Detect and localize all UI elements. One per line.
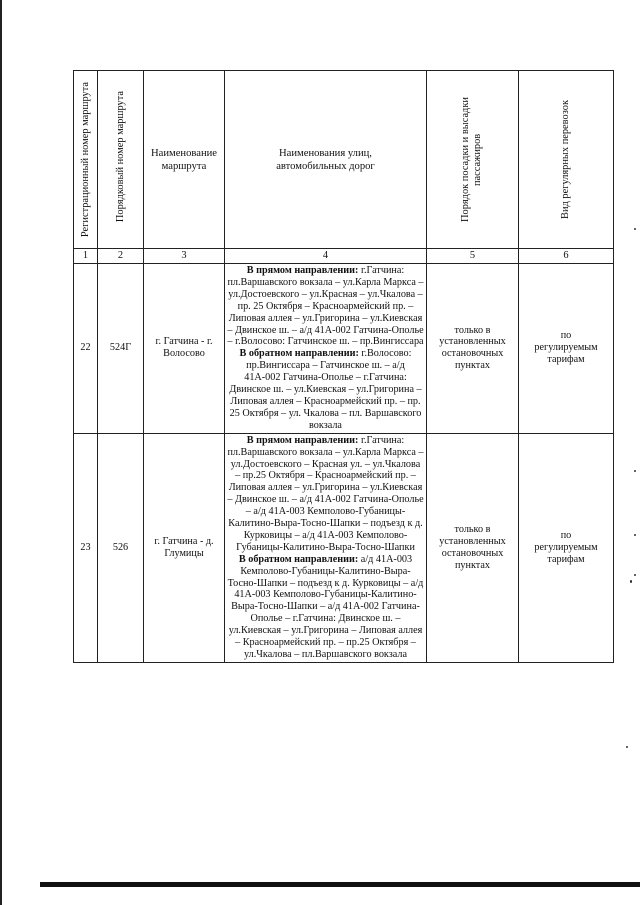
streets-cell (225, 433, 427, 662)
service-type-text: по регулируемым тарифам (534, 330, 598, 366)
header-reg-number (74, 71, 98, 249)
backward-text: г.Волосово: пр.Вингиссара – Гатчинское ш. – а/д 41А-002 Гатчина-Ополье – г.Гатчина: Двинское ш. – ул.Киевская – ул.Григорина – Липовая аллея – Красноармейский пр. – пр. 25 Октября – ул. Чкалова – пл. Варшавского вокзала (229, 348, 422, 431)
column-number: 4 (225, 249, 427, 264)
streets-cell (225, 264, 427, 434)
header-row (74, 71, 614, 249)
service-type-text: по регулируемым тарифам (534, 529, 598, 565)
header-boarding (427, 71, 519, 249)
forward-text: г.Гатчина: пл.Варшавского вокзала – ул.Карла Маркса – ул.Достоевского – Красная ул. – ул.Чкалова – пр.25 Октября – Красноармейский пр. – Липовая аллея – ул.Григорина – ул.Киевская – Двинское ш. – а/д 41А-002 Гатчина-Ополье – а/д 41А-003 Кемполово-Губаницы-Калитино-Выра-Тосно-Шапки – подъезд к д. Курковицы – а/д 41А-003 Кемполово-Губаницы-Калитино-Выра-Тосно-Шапки (227, 434, 424, 553)
routes-table (73, 70, 614, 663)
backward-direction (227, 554, 424, 661)
column-number-row (74, 249, 614, 264)
forward-direction (227, 435, 424, 554)
backward-direction (227, 348, 424, 431)
route-name-cell (144, 433, 225, 662)
boarding-text: только в установленных остановочных пунктах (439, 523, 506, 571)
column-number: 2 (98, 249, 144, 264)
column-number: 6 (519, 249, 614, 264)
boarding-cell (427, 433, 519, 662)
header-route-name (144, 71, 225, 249)
scan-speck (634, 228, 636, 230)
forward-direction (227, 265, 424, 348)
route-number-cell: 524Г (98, 264, 144, 434)
table-row (74, 264, 614, 434)
scan-speck (630, 580, 632, 583)
boarding-text: только в установленных остановочных пунктах (439, 324, 506, 372)
scan-speck (634, 470, 636, 472)
service-type-cell (519, 264, 614, 434)
backward-label: В обратном направлении: (238, 553, 359, 565)
service-type-cell (519, 433, 614, 662)
header-streets (225, 71, 427, 249)
header-route-name-text: Наименование маршрута (151, 147, 217, 172)
forward-label: В прямом направлении: (246, 434, 359, 446)
header-streets-text: Наименования улиц, автомобильных дорог (276, 147, 375, 172)
route-name-cell (144, 264, 225, 434)
scan-speck (634, 574, 636, 576)
forward-label: В прямом направлении: (246, 265, 359, 276)
backward-label: В обратном направлении: (239, 348, 359, 360)
scan-bottom-edge (40, 882, 640, 887)
header-service-type (519, 71, 614, 249)
table-row (74, 433, 614, 662)
backward-text: а/д 41А-003 Кемполово-Губаницы-Калитино-Выра-Тосно-Шапки – подъезд к д. Курковицы – а/д 41А-003 Кемполово-Губаницы-Калитино-Выра-Тосно-Шапки – а/д 41А-002 Гатчина-Ополье – г.Гатчина: Двинское ш. – ул.Киевская – ул.Григорина – Липовая аллея – Красноармейский пр. – пр.25 Октября – ул.Чкалова – пл.Варшавского вокзала (227, 553, 424, 660)
header-reg-number-text: Регистрационный номер маршрута (79, 81, 91, 238)
column-number: 1 (74, 249, 98, 264)
route-name-text: г. Гатчина - д. Глумицы (154, 535, 214, 559)
header-route-number (98, 71, 144, 249)
column-number: 5 (427, 249, 519, 264)
scan-speck (626, 746, 628, 748)
header-service-type-text: Вид регулярных перевозок (560, 100, 571, 219)
forward-text: г.Гатчина: пл.Варшавского вокзала – ул.Карла Маркса – ул.Достоевского – ул.Красная – ул.Чкалова – пр. 25 Октября – Красноармейский пр. – Липовая аллея – ул.Григорина – ул.Киевская – Двинское ш. – а/д 41А-002 Гатчина-Ополье – г.Волосово: Гатчинское ш. – пр.Вингиссара (227, 265, 424, 348)
header-route-number-text: Порядковый номер маршрута (114, 90, 126, 223)
reg-number-cell: 23 (74, 433, 98, 662)
reg-number-cell: 22 (74, 264, 98, 434)
scan-left-edge (0, 0, 2, 905)
boarding-cell (427, 264, 519, 434)
route-number-cell: 526 (98, 433, 144, 662)
header-boarding-text: Порядок посадки и высадки пассажиров (459, 97, 483, 222)
column-number: 3 (144, 249, 225, 264)
scan-speck (634, 534, 636, 536)
route-name-text: г. Гатчина - г. Волосово (155, 336, 213, 360)
